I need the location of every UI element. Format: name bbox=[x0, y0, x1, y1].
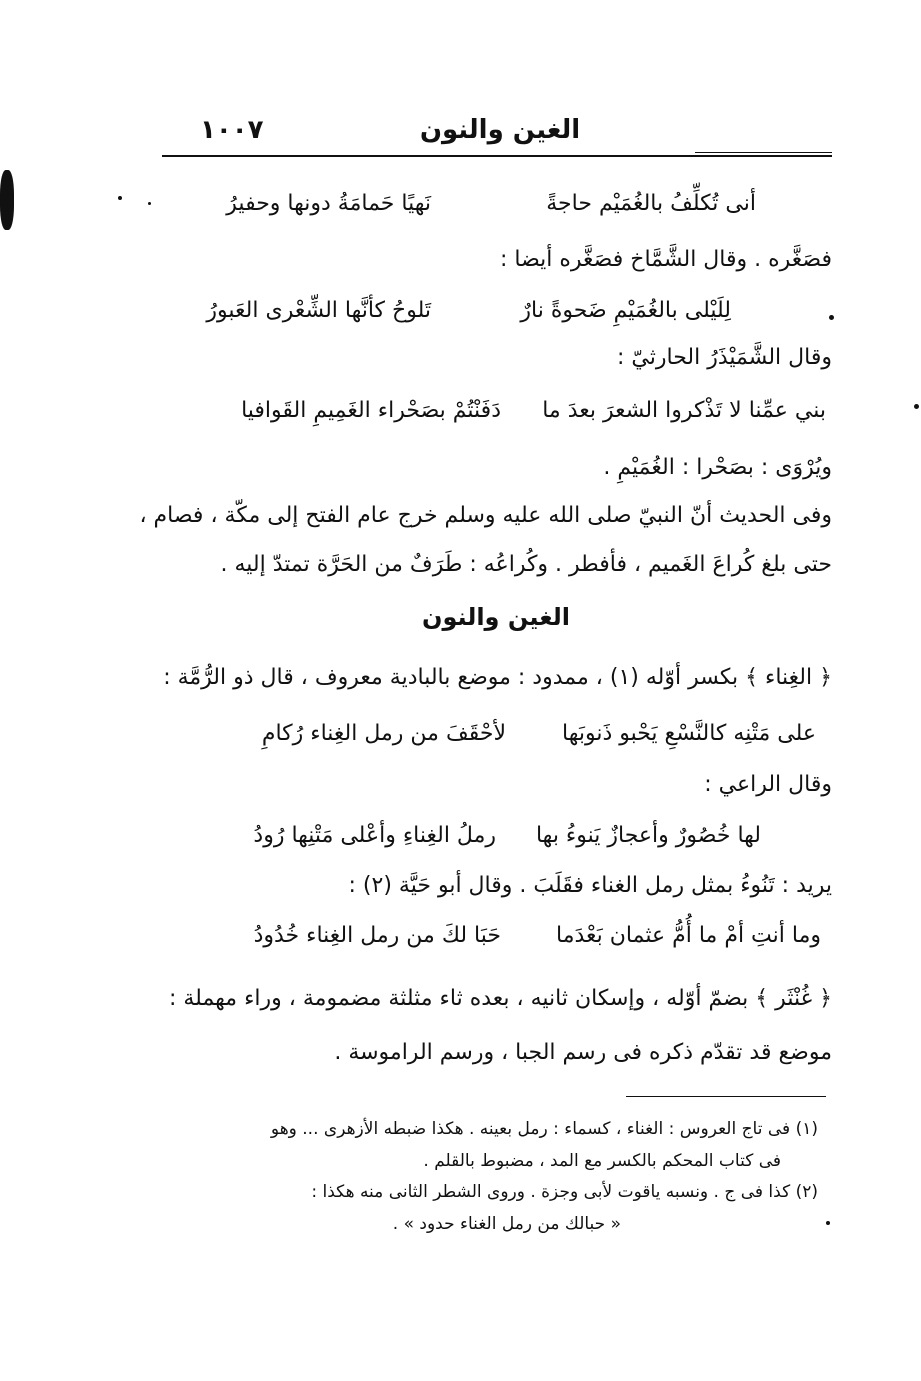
entry-headword-line: ﴿ الغِناء ﴾ بكسر أوّله (١) ، ممدود : موضع بالبادية معروف ، قال ذو الرُّمَّة : bbox=[163, 665, 832, 690]
header-rule-thin bbox=[695, 152, 832, 153]
verse-5-first-hemistich: لها خُصُورٌ وأعجازٌ يَنوءُ بها bbox=[535, 823, 761, 848]
body-line: ويُرْوَى : بصَحْرا : الغُمَيْمِ . bbox=[603, 455, 832, 480]
footnote-1: (١) فى تاج العروس : الغناء ، كسماء : رمل بعينه . هكذا ضبطه الأزهرى ... وهو bbox=[270, 1119, 818, 1139]
body-line: وقال الراعي : bbox=[704, 772, 832, 797]
verse-2-second-hemistich: تَلوحُ كأنَّها الشِّعْرى العَبورُ bbox=[206, 298, 431, 323]
verse-1-first-hemistich: أنى تُكلِّفُ بالغُمَيْم حاجةً bbox=[546, 191, 756, 216]
verse-2-first-hemistich: لِلَيْلى بالغُمَيْمِ ضَحوةً نارٌ bbox=[520, 298, 731, 323]
verse-4-second-hemistich: لأحْقَفَ من رمل الغِناء رُكامِ bbox=[261, 721, 506, 746]
body-line: حتى بلغ كُراعَ الغَميم ، فأفطر . وكُراعُه : طَرَفٌ من الحَرَّة تمتدّ إليه . bbox=[220, 552, 832, 577]
verse-4-first-hemistich: على مَتْنِه كالنَّسْعِ يَحْبو ذَنوبَها bbox=[561, 721, 816, 746]
scan-mark-dot bbox=[826, 1221, 830, 1225]
entry-headword-line: ﴿ غُنْثَر ﴾ بضمّ أوّله ، وإسكان ثانيه ، بعده ثاء مثلثة مضمومة ، وراء مهملة : bbox=[168, 986, 832, 1011]
scan-mark-dot bbox=[914, 404, 919, 409]
verse-1-second-hemistich: نَهيًا حَمامَةُ دونها وحفيرُ bbox=[226, 191, 431, 216]
scan-mark-dot bbox=[118, 196, 122, 200]
scan-mark-dot bbox=[148, 202, 151, 205]
body-line: وقال الشَّمَيْذَرُ الحارثيّ : bbox=[617, 345, 832, 370]
scan-mark-dot bbox=[829, 315, 834, 320]
body-line: وفى الحديث أنّ النبيّ صلى الله عليه وسلم خرج عام الفتح إلى مكّة ، فصام ، bbox=[139, 503, 832, 528]
verse-6-first-hemistich: وما أنتِ أمْ ما أُمُّ عثمان بَعْدَما bbox=[556, 923, 821, 948]
footnote-2-continued: « حبالك من رمل الغناء حدود » . bbox=[392, 1214, 621, 1234]
running-header-title: الغين والنون bbox=[419, 115, 581, 145]
verse-3-first-hemistich: بني عمِّنا لا تَذْكروا الشعرَ بعدَ ما bbox=[542, 398, 826, 423]
body-line: فصَغَّره . وقال الشَّمَّاخ فصَغَّره أيضا : bbox=[499, 247, 832, 272]
verse-5-second-hemistich: رملُ الغِناءِ وأعْلى مَتْنِها رُودُ bbox=[253, 823, 496, 848]
body-line: يريد : تَنُوءُ بمثل رمل الغناء فقَلَبَ . وقال أبو حَيَّة (٢) : bbox=[348, 873, 832, 898]
footnote-rule bbox=[626, 1096, 826, 1097]
page-number: ١٠٠٧ bbox=[200, 115, 264, 145]
verse-6-second-hemistich: حَبَا لكَ من رمل الغِناء خُدُودُ bbox=[253, 923, 501, 948]
header-rule bbox=[162, 155, 832, 157]
section-heading: الغين والنون bbox=[421, 603, 571, 631]
body-line: موضع قد تقدّم ذكره فى رسم الجبا ، ورسم الراموسة . bbox=[334, 1040, 832, 1065]
verse-3-second-hemistich: دَفَنْتُمْ بصَحْراء الغَمِيمِ القَوافيا bbox=[241, 398, 501, 423]
scan-mark-left bbox=[0, 170, 14, 230]
footnote-2: (٢) كذا فى ج . ونسبه ياقوت لأبى وجزة . وروى الشطر الثانى منه هكذا : bbox=[311, 1182, 818, 1202]
footnote-1-continued: فى كتاب المحكم بالكسر مع المد ، مضبوط بالقلم . bbox=[423, 1151, 781, 1171]
